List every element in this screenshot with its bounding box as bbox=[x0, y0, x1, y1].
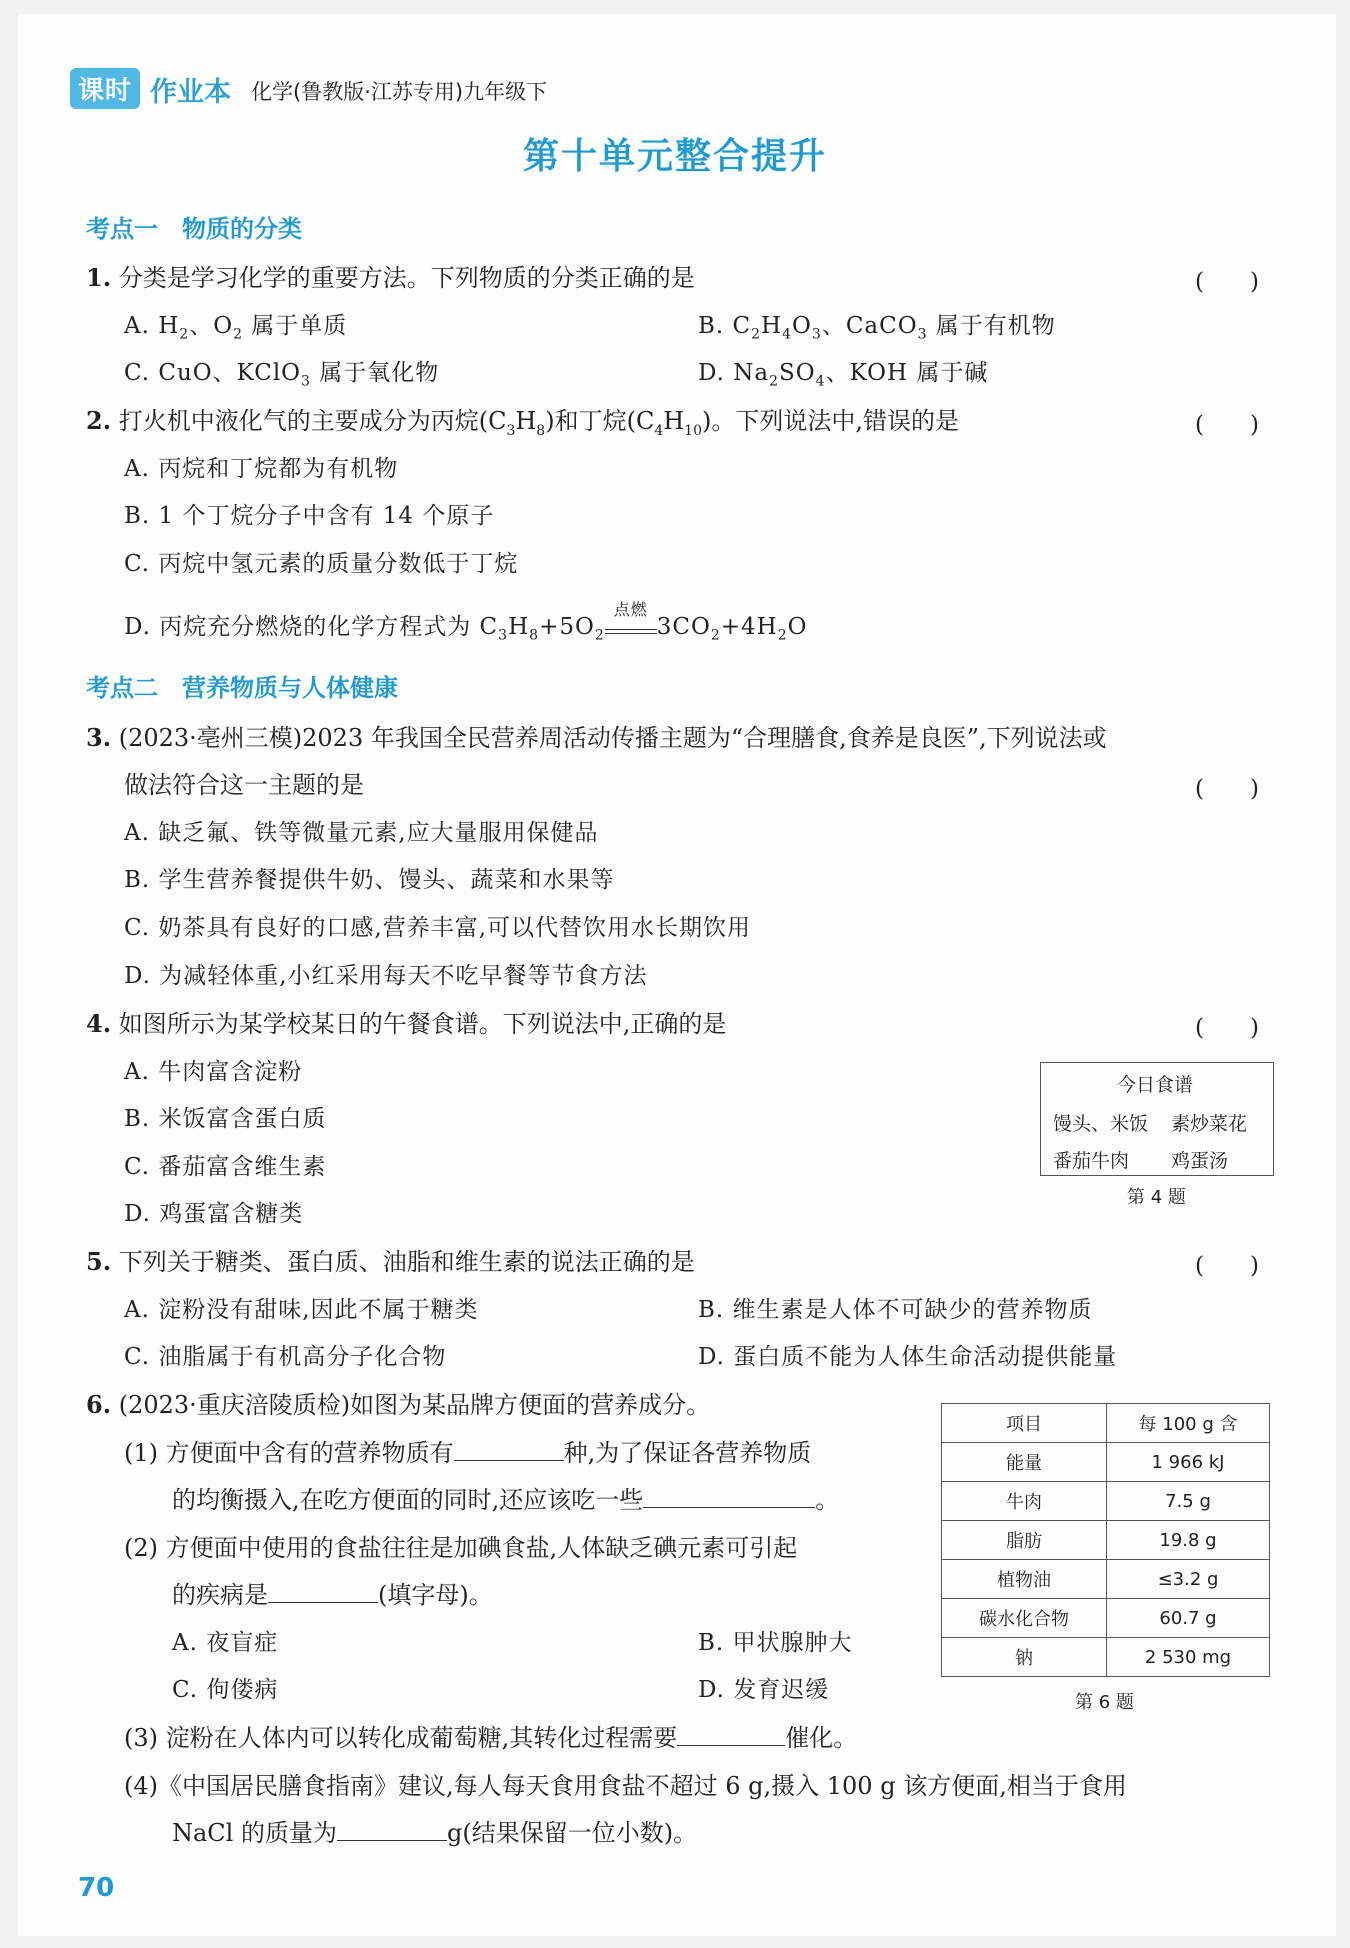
q3-option-d: D. 为减轻体重,小红采用每天不吃早餐等节食方法 bbox=[124, 963, 648, 989]
q6-option-a: A. 夜盲症 bbox=[172, 1630, 279, 1656]
q3-option-c: C. 奶茶具有良好的口感,营养丰富,可以代替饮用水长期饮用 bbox=[124, 915, 752, 941]
q2-option-b: B. 1 个丁烷分子中含有 14 个原子 bbox=[124, 503, 495, 529]
q5-option-d: D. 蛋白质不能为人体生命活动提供能量 bbox=[698, 1344, 1118, 1370]
q4-option-a: A. 牛肉富含淀粉 bbox=[124, 1059, 303, 1085]
menu-figure bbox=[1040, 1062, 1274, 1176]
question-5-stem: 5. 下列关于糖类、蛋白质、油脂和维生素的说法正确的是 bbox=[86, 1247, 695, 1276]
question-4-stem: 4. 如图所示为某学校某日的午餐食谱。下列说法中,正确的是 bbox=[86, 1009, 727, 1038]
q6-part-4-cont: NaCl 的质量为 g(结果保留一位小数)。 bbox=[172, 1819, 698, 1847]
q4-option-d: D. 鸡蛋富含糖类 bbox=[124, 1201, 304, 1227]
menu-item: 番茄牛肉 bbox=[1053, 1150, 1130, 1172]
header bbox=[70, 68, 547, 109]
brand-name: 作业本 bbox=[150, 77, 232, 108]
q6-option-d: D. 发育迟缓 bbox=[698, 1677, 830, 1703]
table-row: 能量 1 966 kJ bbox=[942, 1443, 1270, 1482]
question-2-stem: 2. 打火机中液化气的主要成分为丙烷$(C_3H_8)$和丁烷$(C_4H_{10})$。下列说法中,错误的是 bbox=[86, 406, 959, 439]
q1-option-d: D. $Na_2SO_4$、KOH 属于碱 bbox=[698, 360, 989, 390]
q6-part-3: (3) 淀粉在人体内可以转化成葡萄糖,其转化过程需要 催化。 bbox=[124, 1724, 858, 1752]
answer-blank-4[interactable] bbox=[677, 1725, 785, 1746]
figure-caption-6: 第 6 题 bbox=[1075, 1692, 1134, 1713]
q4-option-c: C. 番茄富含维生素 bbox=[124, 1154, 327, 1180]
menu-title: 今日食谱 bbox=[1117, 1074, 1194, 1096]
figure-caption-4: 第 4 题 bbox=[1127, 1187, 1186, 1208]
menu-item: 馒头、米饭 bbox=[1053, 1113, 1149, 1135]
question-3-stem-line1: 3. (2023·亳州三模)2023 年我国全民营养周活动传播主题为“合理膳食,食养是良医”,下列说法或 bbox=[86, 723, 1107, 752]
q2-option-a: A. 丙烷和丁烷都为有机物 bbox=[124, 456, 399, 482]
q5-option-c: C. 油脂属于有机高分子化合物 bbox=[124, 1344, 447, 1370]
q4-option-b: B. 米饭富含蛋白质 bbox=[124, 1106, 327, 1132]
table-row: 脂肪 19.8 g bbox=[942, 1521, 1270, 1560]
table-row: 项目 每 100 g 含 bbox=[942, 1404, 1270, 1443]
page-number: 70 bbox=[78, 1873, 115, 1903]
menu-item: 鸡蛋汤 bbox=[1171, 1150, 1229, 1172]
reaction-arrow: 点燃 bbox=[605, 615, 657, 634]
q6-part-1: (1) 方便面中含有的营养物质有 种,为了保证各营养物质 bbox=[124, 1439, 812, 1467]
q5-option-b: B. 维生素是人体不可缺少的营养物质 bbox=[698, 1297, 1093, 1323]
menu-item: 素炒菜花 bbox=[1171, 1113, 1248, 1135]
subject-line: 化学(鲁教版·江苏专用)九年级下 bbox=[251, 80, 548, 104]
answer-paren-1[interactable]: ( ) bbox=[1195, 269, 1259, 295]
table-row: 碳水化合物 60.7 g bbox=[942, 1599, 1270, 1638]
logo: 课时 bbox=[70, 68, 140, 109]
q2-option-c: C. 丙烷中氢元素的质量分数低于丁烷 bbox=[124, 551, 519, 577]
q6-part-2: (2) 方便面中使用的食盐往往是加碘食盐,人体缺乏碘元素可引起 bbox=[124, 1534, 798, 1562]
question-3-stem-line2: 做法符合这一主题的是 bbox=[124, 771, 364, 799]
table-row: 植物油 ≤3.2 g bbox=[942, 1560, 1270, 1599]
answer-paren-4[interactable]: ( ) bbox=[1195, 1015, 1259, 1041]
q6-option-c: C. 佝偻病 bbox=[172, 1677, 279, 1703]
q6-option-b: B. 甲状腺肿大 bbox=[698, 1630, 853, 1656]
section-heading-1: 考点一 物质的分类 bbox=[86, 215, 302, 243]
section-heading-2: 考点二 营养物质与人体健康 bbox=[86, 674, 398, 702]
answer-blank-3[interactable] bbox=[268, 1582, 378, 1603]
nutrition-table bbox=[941, 1403, 1270, 1677]
q3-option-b: B. 学生营养餐提供牛奶、馒头、蔬菜和水果等 bbox=[124, 867, 615, 893]
q1-option-b: B. $C_2H_4O_3$、CaCO$_3$ 属于有机物 bbox=[698, 313, 1056, 343]
q1-option-c: C. CuO、KClO$_3$ 属于氧化物 bbox=[124, 360, 440, 390]
question-6-stem: 6. (2023·重庆涪陵质检)如图为某品牌方便面的营养成分。 bbox=[86, 1390, 711, 1419]
q1-option-a: A. $H_2$、$O_2$ 属于单质 bbox=[124, 313, 348, 343]
q6-part-4: (4)《中国居民膳食指南》建议,每人每天食用食盐不超过 6 g,摄入 100 g 该方便面,相当于食用 bbox=[124, 1772, 1127, 1800]
answer-paren-2[interactable]: ( ) bbox=[1195, 412, 1259, 438]
answer-blank-2[interactable] bbox=[643, 1487, 815, 1508]
answer-blank-5[interactable] bbox=[337, 1820, 447, 1841]
question-1-stem: 1. 分类是学习化学的重要方法。下列物质的分类正确的是 bbox=[86, 263, 695, 292]
q3-option-a: A. 缺乏氟、铁等微量元素,应大量服用保健品 bbox=[124, 820, 599, 846]
table-row: 钠 2 530 mg bbox=[942, 1638, 1270, 1677]
answer-paren-3[interactable]: ( ) bbox=[1195, 776, 1259, 802]
answer-paren-5[interactable]: ( ) bbox=[1195, 1253, 1259, 1279]
table-row: 牛肉 7.5 g bbox=[942, 1482, 1270, 1521]
q6-part-2-cont: 的疾病是 (填字母)。 bbox=[172, 1581, 493, 1609]
answer-blank-1[interactable] bbox=[454, 1440, 564, 1461]
q5-option-a: A. 淀粉没有甜味,因此不属于糖类 bbox=[124, 1297, 479, 1323]
q2-option-d: D. 丙烷充分燃烧的化学方程式为 $C_3H_8+5O_2$ 点燃 $3CO_2+4H_2O$ bbox=[124, 600, 808, 644]
q6-part-1-cont: 的均衡摄入,在吃方便面的同时,还应该吃一些 。 bbox=[172, 1486, 840, 1514]
page-title: 第十单元整合提升 bbox=[522, 135, 827, 177]
